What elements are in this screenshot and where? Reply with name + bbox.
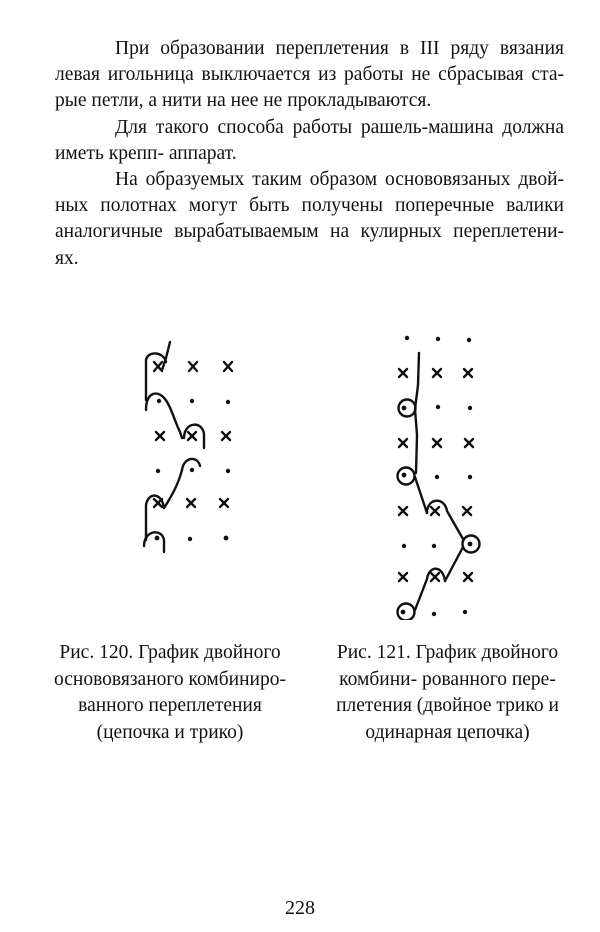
caption-line: основовязаного комбиниро-: [54, 668, 286, 690]
caption-line: Рис. 120. График двойного: [59, 642, 281, 663]
figure-120-caption: [45, 640, 295, 746]
body-text: [55, 36, 564, 272]
text-line: Для такого способа работы рашель-машина должна: [115, 116, 564, 138]
page-number: 228: [285, 897, 315, 919]
text-line: левая игольница выключается из работы не сбрасывая ста-: [55, 64, 564, 86]
caption-line: плетения (двойное трико и: [336, 695, 559, 716]
cross-icon: [224, 362, 232, 371]
text-line: ных полотнах могут быть получены поперечные валики: [55, 195, 564, 217]
caption-line: одинарная цепочка): [365, 721, 530, 743]
text-line: При образовании переплетения в III ряду вязания: [115, 38, 564, 59]
lapping-diagram-121: [385, 325, 495, 620]
caption-line: Рис. 121. График двойного: [336, 642, 559, 663]
caption-line: (цепочка и трико): [96, 721, 244, 743]
caption-line: комбини- рованного пере-: [339, 668, 556, 690]
paragraph-2: [55, 115, 564, 167]
text-line: аналогичные вырабатываемым на кулирных переплетени-: [55, 221, 564, 243]
text-line: рые петли, а нити на нее не прокладываются.: [55, 90, 432, 112]
text-line: иметь крепп- аппарат.: [55, 142, 237, 164]
cross-icon: [189, 362, 197, 371]
figure-121-diagram: [385, 325, 495, 620]
caption-line: ванного переплетения: [78, 695, 262, 716]
cross-icon: [154, 362, 162, 371]
paragraph-3: [55, 167, 564, 272]
text-line: На образуемых таким образом основовязаных двой-: [115, 169, 564, 191]
figure-121-caption: [320, 640, 575, 746]
figure-120-diagram: [140, 340, 250, 555]
text-line: ях.: [55, 247, 79, 269]
paragraph-1: [55, 36, 564, 115]
lapping-diagram-120: [140, 340, 250, 555]
